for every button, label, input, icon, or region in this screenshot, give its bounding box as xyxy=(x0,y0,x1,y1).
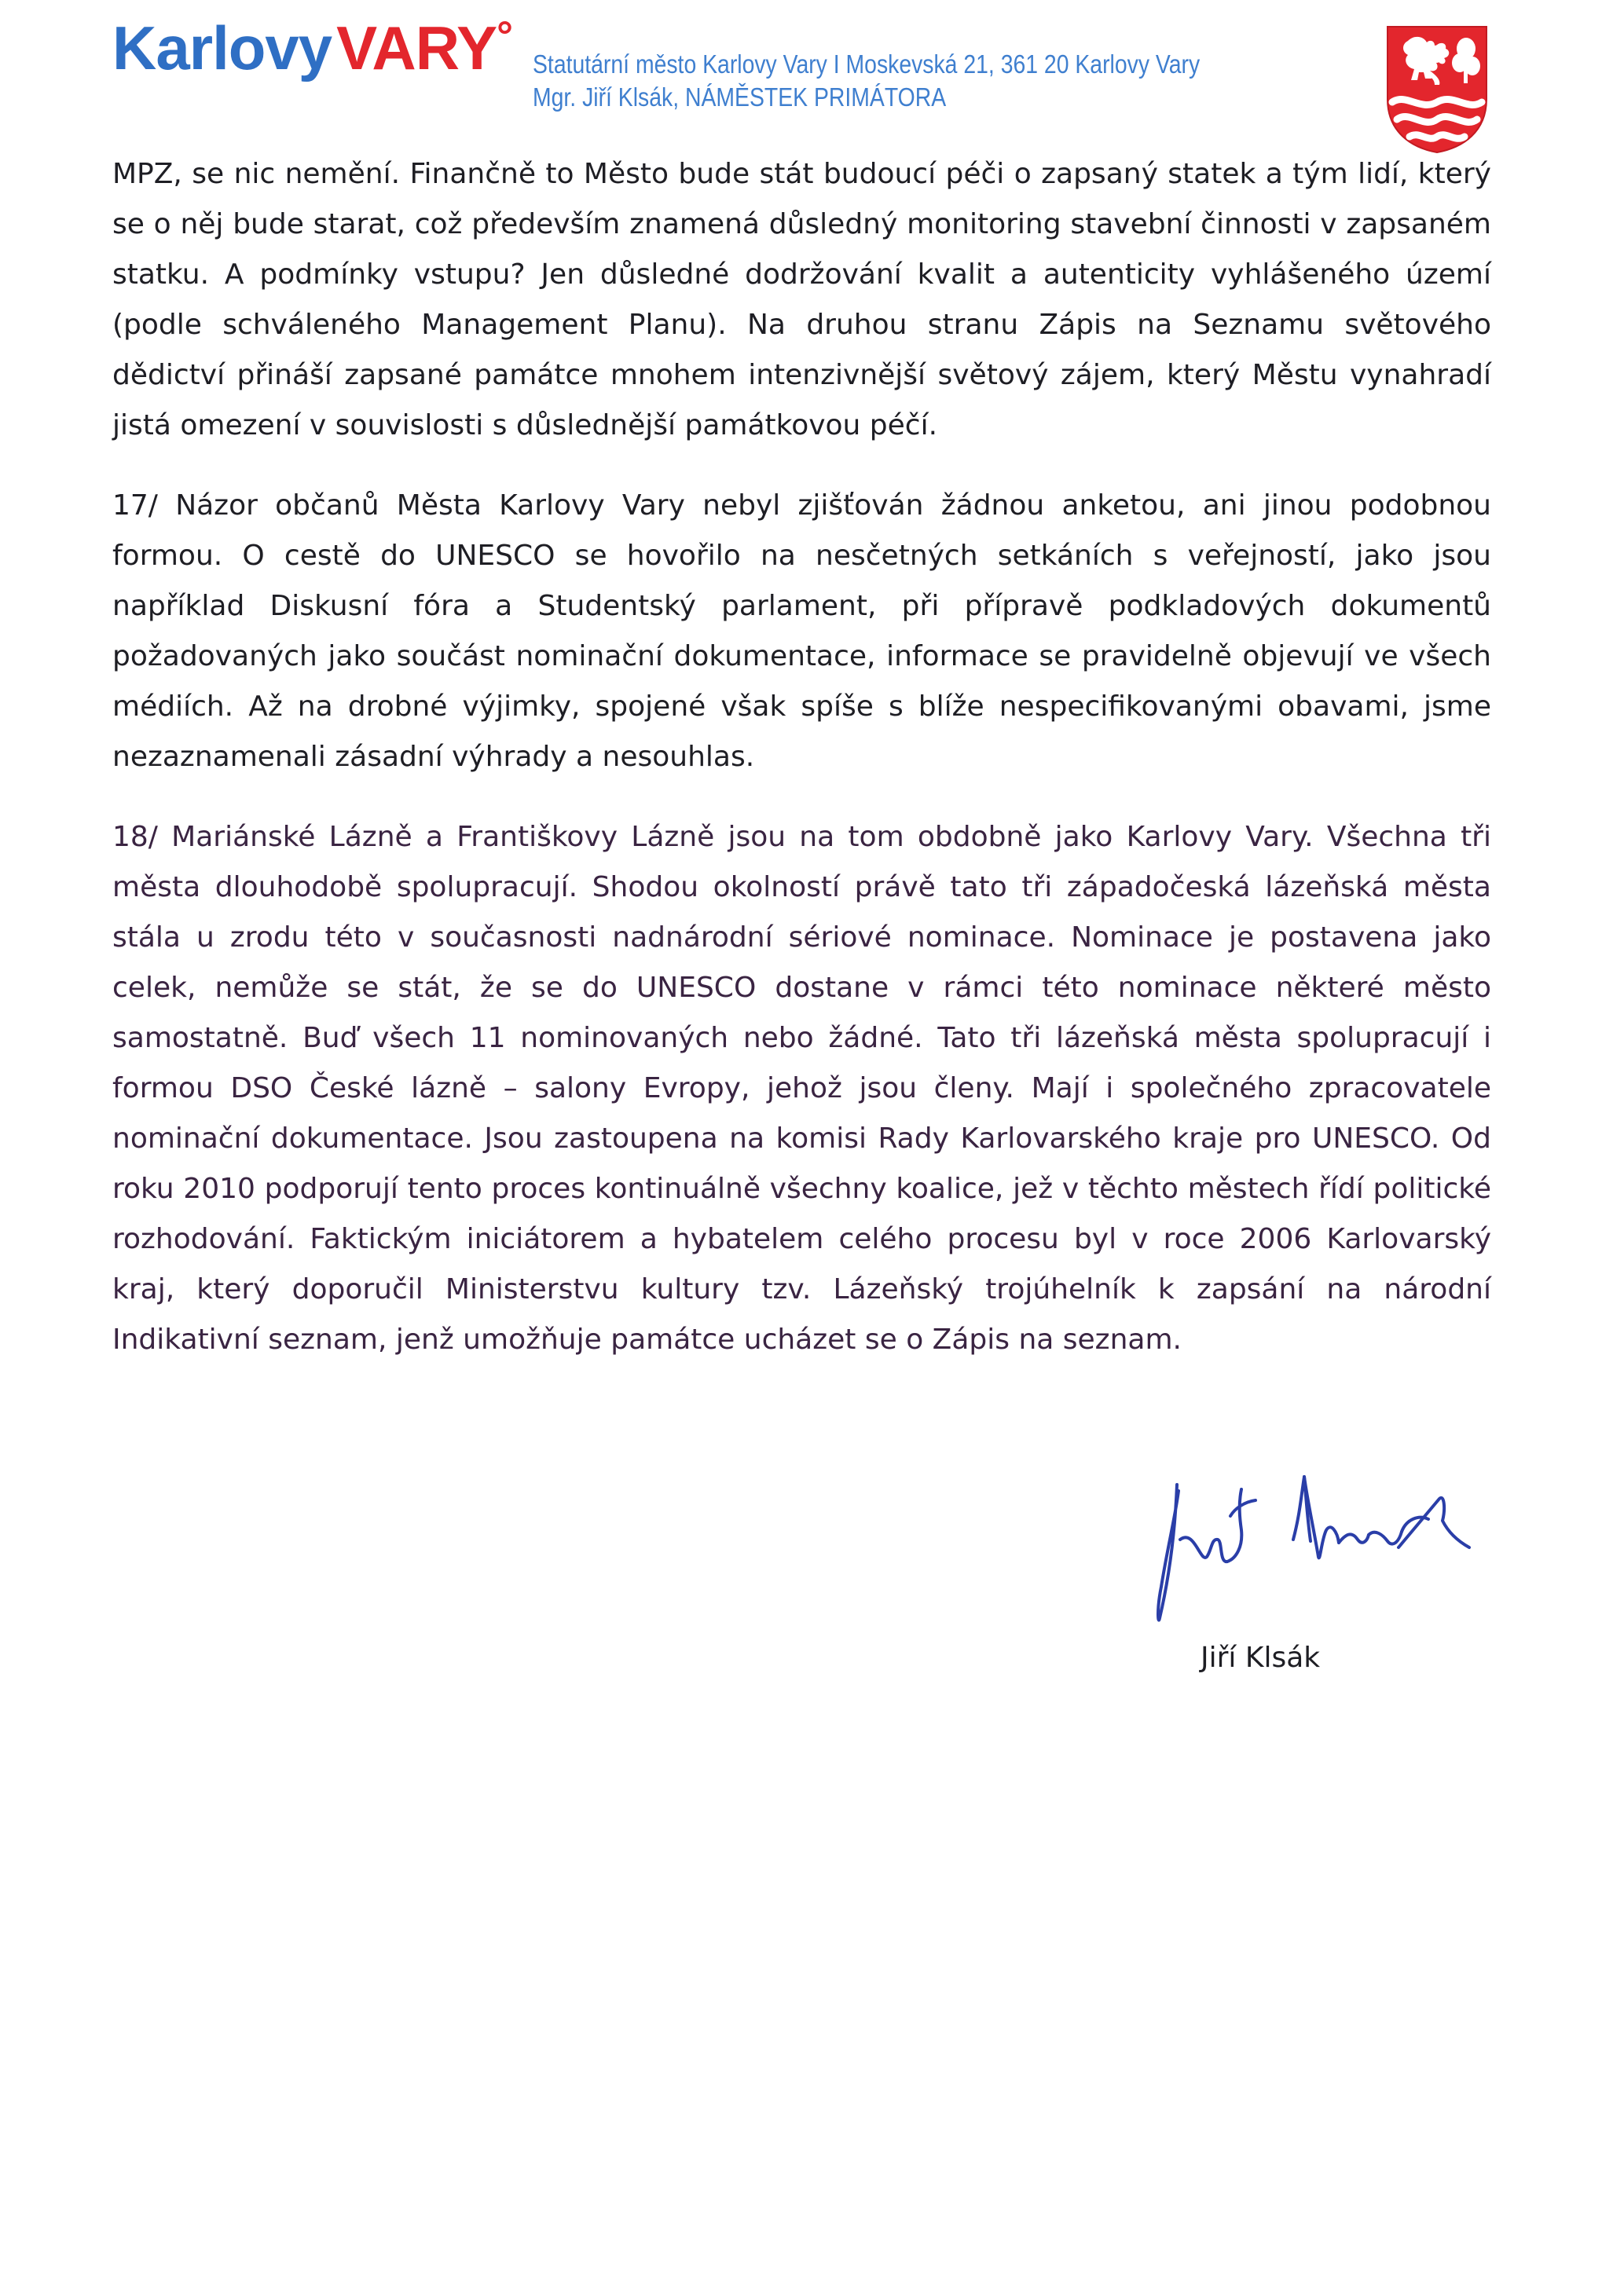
logo-text-vary: VARY xyxy=(336,13,497,82)
paragraph: 18/ Mariánské Lázně a Františkovy Lázně jsou na tom obdobně jako Karlovy Vary. Všechna tři města dlouhodobě spolupracují. Shodou okolností právě tato tři západočeská lázeňská města stála u zrodu této v současnosti nadnárodní sériové nominace. Nominace je postavena jako celek, nemůže se stát, že se do UNESCO dostane v rámci této nominace některé město samostatně. Buď všech 11 nominovaných nebo žádné. Tato tři lázeňská města spolupracují i formou DSO České lázně – salony Evropy, jehož jsou členy. Mají i společného zpracovatele nominační dokumentace. Jsou zastoupena na komisi Rady Karlovarského kraje pro UNESCO. Od roku 2010 podporují tento proces kontinuálně všechny koalice, jež v těchto městech řídí politické rozhodování. Faktickým iniciátorem a hybatelem celého procesu byl v roce 2006 Karlovarský kraj, který doporučil Ministerstvu kultury tzv. Lázeňský trojúhelník k zapsání na národní Indikativní seznam, jenž umožňuje památce ucházet se o Zápis na seznam. xyxy=(112,821,1491,1356)
handwritten-signature xyxy=(1139,1453,1516,1650)
coat-of-arms-icon xyxy=(1384,24,1490,154)
logo-degree: ° xyxy=(497,13,512,59)
org-address-line: Statutární město Karlovy Vary I Moskevská 21, 361 20 Karlovy Vary xyxy=(533,49,1201,79)
letter-body xyxy=(112,149,1491,1395)
signer-name: Jiří Klsák xyxy=(1201,1642,1321,1674)
paragraph: 17/ Názor občanů Města Karlovy Vary nebyl zjišťován žádnou anketou, ani jinou podobnou formou. O cestě do UNESCO se hovořilo na nesčetných setkáních s veřejností, jako jsou například Diskusní fóra a Studentský parlament, při přípravě podkladových dokumentů požadovaných jako součást nominační dokumentace, informace se pravidelně objevují ve všech médiích. Až na drobné výjimky, spojené však spíše s blíže nespecifikovanými obavami, jsme nezaznamenali zásadní výhrady a nesouhlas. xyxy=(112,489,1491,773)
city-logo xyxy=(112,13,512,82)
org-person-line: Mgr. Jiří Klsák, NÁMĚSTEK PRIMÁTORA xyxy=(533,82,947,112)
signature-block xyxy=(1139,1453,1516,1697)
letterhead xyxy=(0,0,1624,157)
logo-text-karlovy: Karlovy xyxy=(112,13,332,82)
paragraph: MPZ, se nic nemění. Finančně to Město bude stát budoucí péči o zapsaný statek a tým lidí, který se o něj bude starat, což především znamená důsledný monitoring stavební činnosti v zapsaném statku. A podmínky vstupu? Jen důsledné dodržování kvalit a autenticity vyhlášeného území (podle schváleného Management Planu). Na druhou stranu Zápis na Seznamu světového dědictví přináší zapsané památce mnohem intenzivnější světový zájem, který Městu vynahradí jistá omezení v souvislosti s důslednější památkovou péčí. xyxy=(112,158,1491,441)
